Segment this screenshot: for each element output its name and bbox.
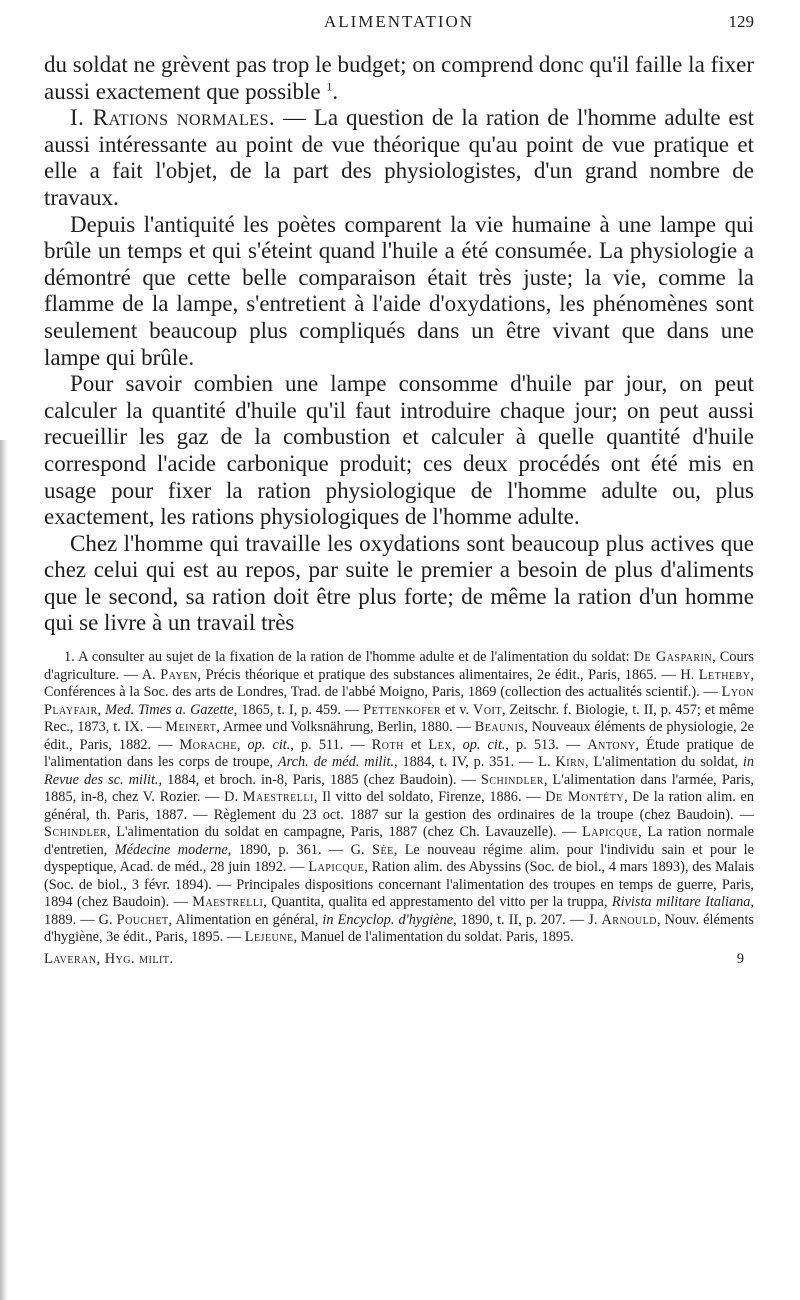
footnote-text: , De la ration alim. en général, th. Paris, 1887. — Règlement du 23 oct. 1887 sur la gestion des ordinaires de la troupe (chez Baudoin). — — [44, 789, 754, 823]
footnote-text: , Zeitschr. f. Biologie, t. II, p. 457; et même Rec., 1873, t. IX. — — [44, 701, 754, 736]
footnote-author: Roth — [371, 736, 404, 753]
footnote-text: , 1884, et broch. in-8, Paris, 1885 (chez Baudoin). — — [158, 771, 481, 788]
footnote-text: , — [451, 736, 463, 753]
footnote-text: , La ration normale d'entretien, — [44, 824, 754, 858]
footnote-author: Lapicque — [308, 859, 365, 876]
paragraph-oil-consumption: Pour savoir combien une lampe consomme d'huile par jour, on peut calculer la quantité d'huile qu'il faut introduire chaque jour; on peut aussi recueillir les gaz de la combustion et calculer à quelle quantité d'huile correspond l'acide carbonique produit; ces deux procédés ont été mis en usage pour fixer la ration physiologique de l'homme adulte ou, plus exactement, les rations physiologiques de l'homme adulte. — [44, 371, 754, 530]
paragraph-rations-normales — [44, 105, 754, 211]
footnote-text: , L'alimentation dans l'armée, Paris, 1885, in-8, chez V. Rozier. — D. — [44, 771, 754, 806]
footnote-author: Maestrelli — [192, 894, 264, 911]
paragraph-lamp-comparison: Depuis l'antiquité les poètes comparent la vie humaine à une lampe qui brûle un temps et qui s'éteint quand l'huile a été consumée. La physiologie a démontré que cette belle comparaison était très juste; la vie, comme la flamme de la lampe, s'entretient à l'aide d'oxydations, les phénomènes sont seulement beaucoup plus compliqués dans un être vivant que dans une lampe qui brûle. — [44, 211, 754, 370]
footnote-text: , Nouveaux éléments de physiologie, 2e édit., Paris, 1882. — — [44, 719, 755, 753]
footnote-author: Beaunis — [474, 719, 525, 736]
footnote-title: op. cit. — [462, 736, 506, 753]
footnote-text: , Conférences à la Soc. des arts de Londres, Trad. de l'abbé Moigno, Paris, 1869 (collection des actualités scientif.). — — [44, 666, 754, 701]
footnote-text: , p. 511. — — [290, 736, 372, 753]
footnote-author: Meinert — [165, 719, 217, 736]
footnote-text: , Il vitto del soldato, Firenze, 1886. — — [313, 789, 546, 806]
footnote-author: Pettenkofer — [363, 701, 442, 718]
footnote-text: , 1890, t. II, p. 207. — J. — [453, 911, 602, 928]
footnote-text: , Alimentation en général, — [168, 911, 323, 928]
footnote-author: Antony — [587, 736, 636, 753]
footnote-text: , L'alimentation du soldat, — [585, 754, 743, 771]
footnote-text: , Précis théorique et pratique des substances alimentaires, 2e édit., Paris, 1865. — H. — [197, 666, 699, 683]
footnote-text: , 1884, t. IV, p. 351. — L. — [394, 754, 556, 771]
footnote-title: in Encyclop. d'hygiène — [322, 911, 454, 928]
paragraph-text: du soldat ne grèvent pas trop le budget; on comprend donc qu'il faille la fixer aussi exactement que possible — [44, 52, 754, 104]
paragraph-working-man: Chez l'homme qui travaille les oxydations sont beaucoup plus actives que chez celui qui est au repos, par suite le premier a besoin de plus d'aliments que le second, sa ration doit être plus forte; de même la ration d'un homme qui se livre à un travail très — [44, 530, 754, 636]
footnote-text: , Armee und Volksnährung, Berlin, 1880. — — [216, 719, 475, 736]
footnote-author: Lapicque — [582, 824, 639, 841]
footnote-text: et v. — [441, 701, 474, 718]
footnote-author: De Gasparin — [633, 649, 713, 666]
footnote-author: Morache — [179, 736, 237, 753]
footnote-author: Lyon Playfair — [44, 684, 754, 718]
running-title: ALIMENTATION — [323, 12, 475, 31]
running-head — [44, 0, 754, 52]
footnote-author: Arnould — [601, 911, 657, 928]
footnote-author: Maestrelli — [242, 789, 314, 806]
scan-shadow — [0, 440, 8, 1300]
footnote-author: Lejeune — [244, 929, 294, 946]
section-heading: I. Rations normales. — [70, 105, 276, 131]
paragraph-continuation: du soldat ne grèvent pas trop le budget; on comprend donc qu'il faille la fixer aussi exactement que possible $^1$. — [44, 52, 754, 104]
signature-line — [44, 949, 754, 971]
footnote-text: , Étude pratique de l'alimentation dans les corps de troupe, — [44, 736, 754, 771]
footnote-author: Sée — [372, 841, 394, 858]
footnote-reference: 1 — [326, 78, 333, 93]
footnote-text: et — [403, 736, 429, 753]
footnote-author: Schindler — [44, 824, 108, 841]
footnote-author: Voit — [473, 701, 503, 718]
footnote-author: Schindler — [480, 771, 544, 788]
footnote-author: Kirn — [555, 754, 586, 771]
footnote-text: , — [97, 701, 106, 718]
page-number: 129 — [728, 12, 754, 31]
footnote-text: , Nouv. éléments d'hygiène, 3e édit., Paris, 1895. — — [44, 911, 754, 946]
footnote-author: De Montéty — [545, 789, 625, 806]
footnote-title: Arch. de méd. milit. — [277, 754, 395, 771]
footnote-text: , Quantita, qualita ed apprestamento del vitto per la truppa, — [263, 894, 612, 911]
footnote-text: , — [236, 736, 248, 753]
footnote-text: A consulter au sujet de la fixation de la ration de l'homme adulte et de l'alimentation du soldat: — [74, 649, 634, 666]
footnote-title: Rivista militare Italiana — [611, 894, 751, 911]
paragraph-text: — La question de la ration de l'homme adulte est aussi intéressante au point de vue théorique qu'au point de vue pratique et elle a fait l'objet, de la part des physiologistes, d'un grand nombre de travaux. — [44, 105, 754, 210]
footnote-text: , Ration alim. des Abyssins (Soc. de biol., 4 mars 1893), des Malais (Soc. de biol., 3 févr. 1894). — Principales dispositions concernant l'alimentation des troupes en temps de guerre, Paris, 1894 (chez Baudoin). — — [44, 859, 755, 911]
footnote-text: , Manuel de l'alimentation du soldat. Paris, 1895. — [293, 929, 574, 946]
body-text — [44, 52, 754, 637]
book-page — [44, 0, 754, 971]
footnote-text: , 1890, p. 361. — G. — [227, 841, 373, 858]
footnote-text: , 1889. — G. — [44, 894, 754, 928]
footnote-author: Payen — [160, 666, 198, 683]
footnote-text: , Cours d'agriculture. — A. — [44, 649, 754, 683]
footnote-title: in Revue des sc. milit. — [44, 754, 755, 788]
footnote-text: , L'alimentation du soldat en campagne, Paris, 1887 (chez Ch. Lavauzelle). — — [107, 824, 583, 841]
footnote-title: Med. Times a. Gazette — [105, 701, 234, 718]
footnote-text: , Le nouveau régime alim. pour l'individu sain et pour le dyspeptique, Acad. de méd., 28 juin 1892. — — [44, 841, 754, 876]
footnote-title: op. cit. — [247, 736, 291, 753]
footnote-text: , p. 513. — — [505, 736, 588, 753]
footnote-author: Lex — [428, 736, 452, 753]
footnote — [44, 649, 754, 947]
footnote-author: Pouchet — [116, 911, 169, 928]
footnote-text: , 1865, t. I, p. 459. — — [233, 701, 364, 718]
sheet-number: 9 — [736, 950, 744, 967]
footnote-number: 1. — [64, 649, 75, 666]
signature-mark: Laveran, Hyg. milit. — [44, 950, 174, 967]
footnote-title: Médecine moderne — [114, 841, 228, 858]
footnote-author: Letheby — [698, 666, 751, 683]
